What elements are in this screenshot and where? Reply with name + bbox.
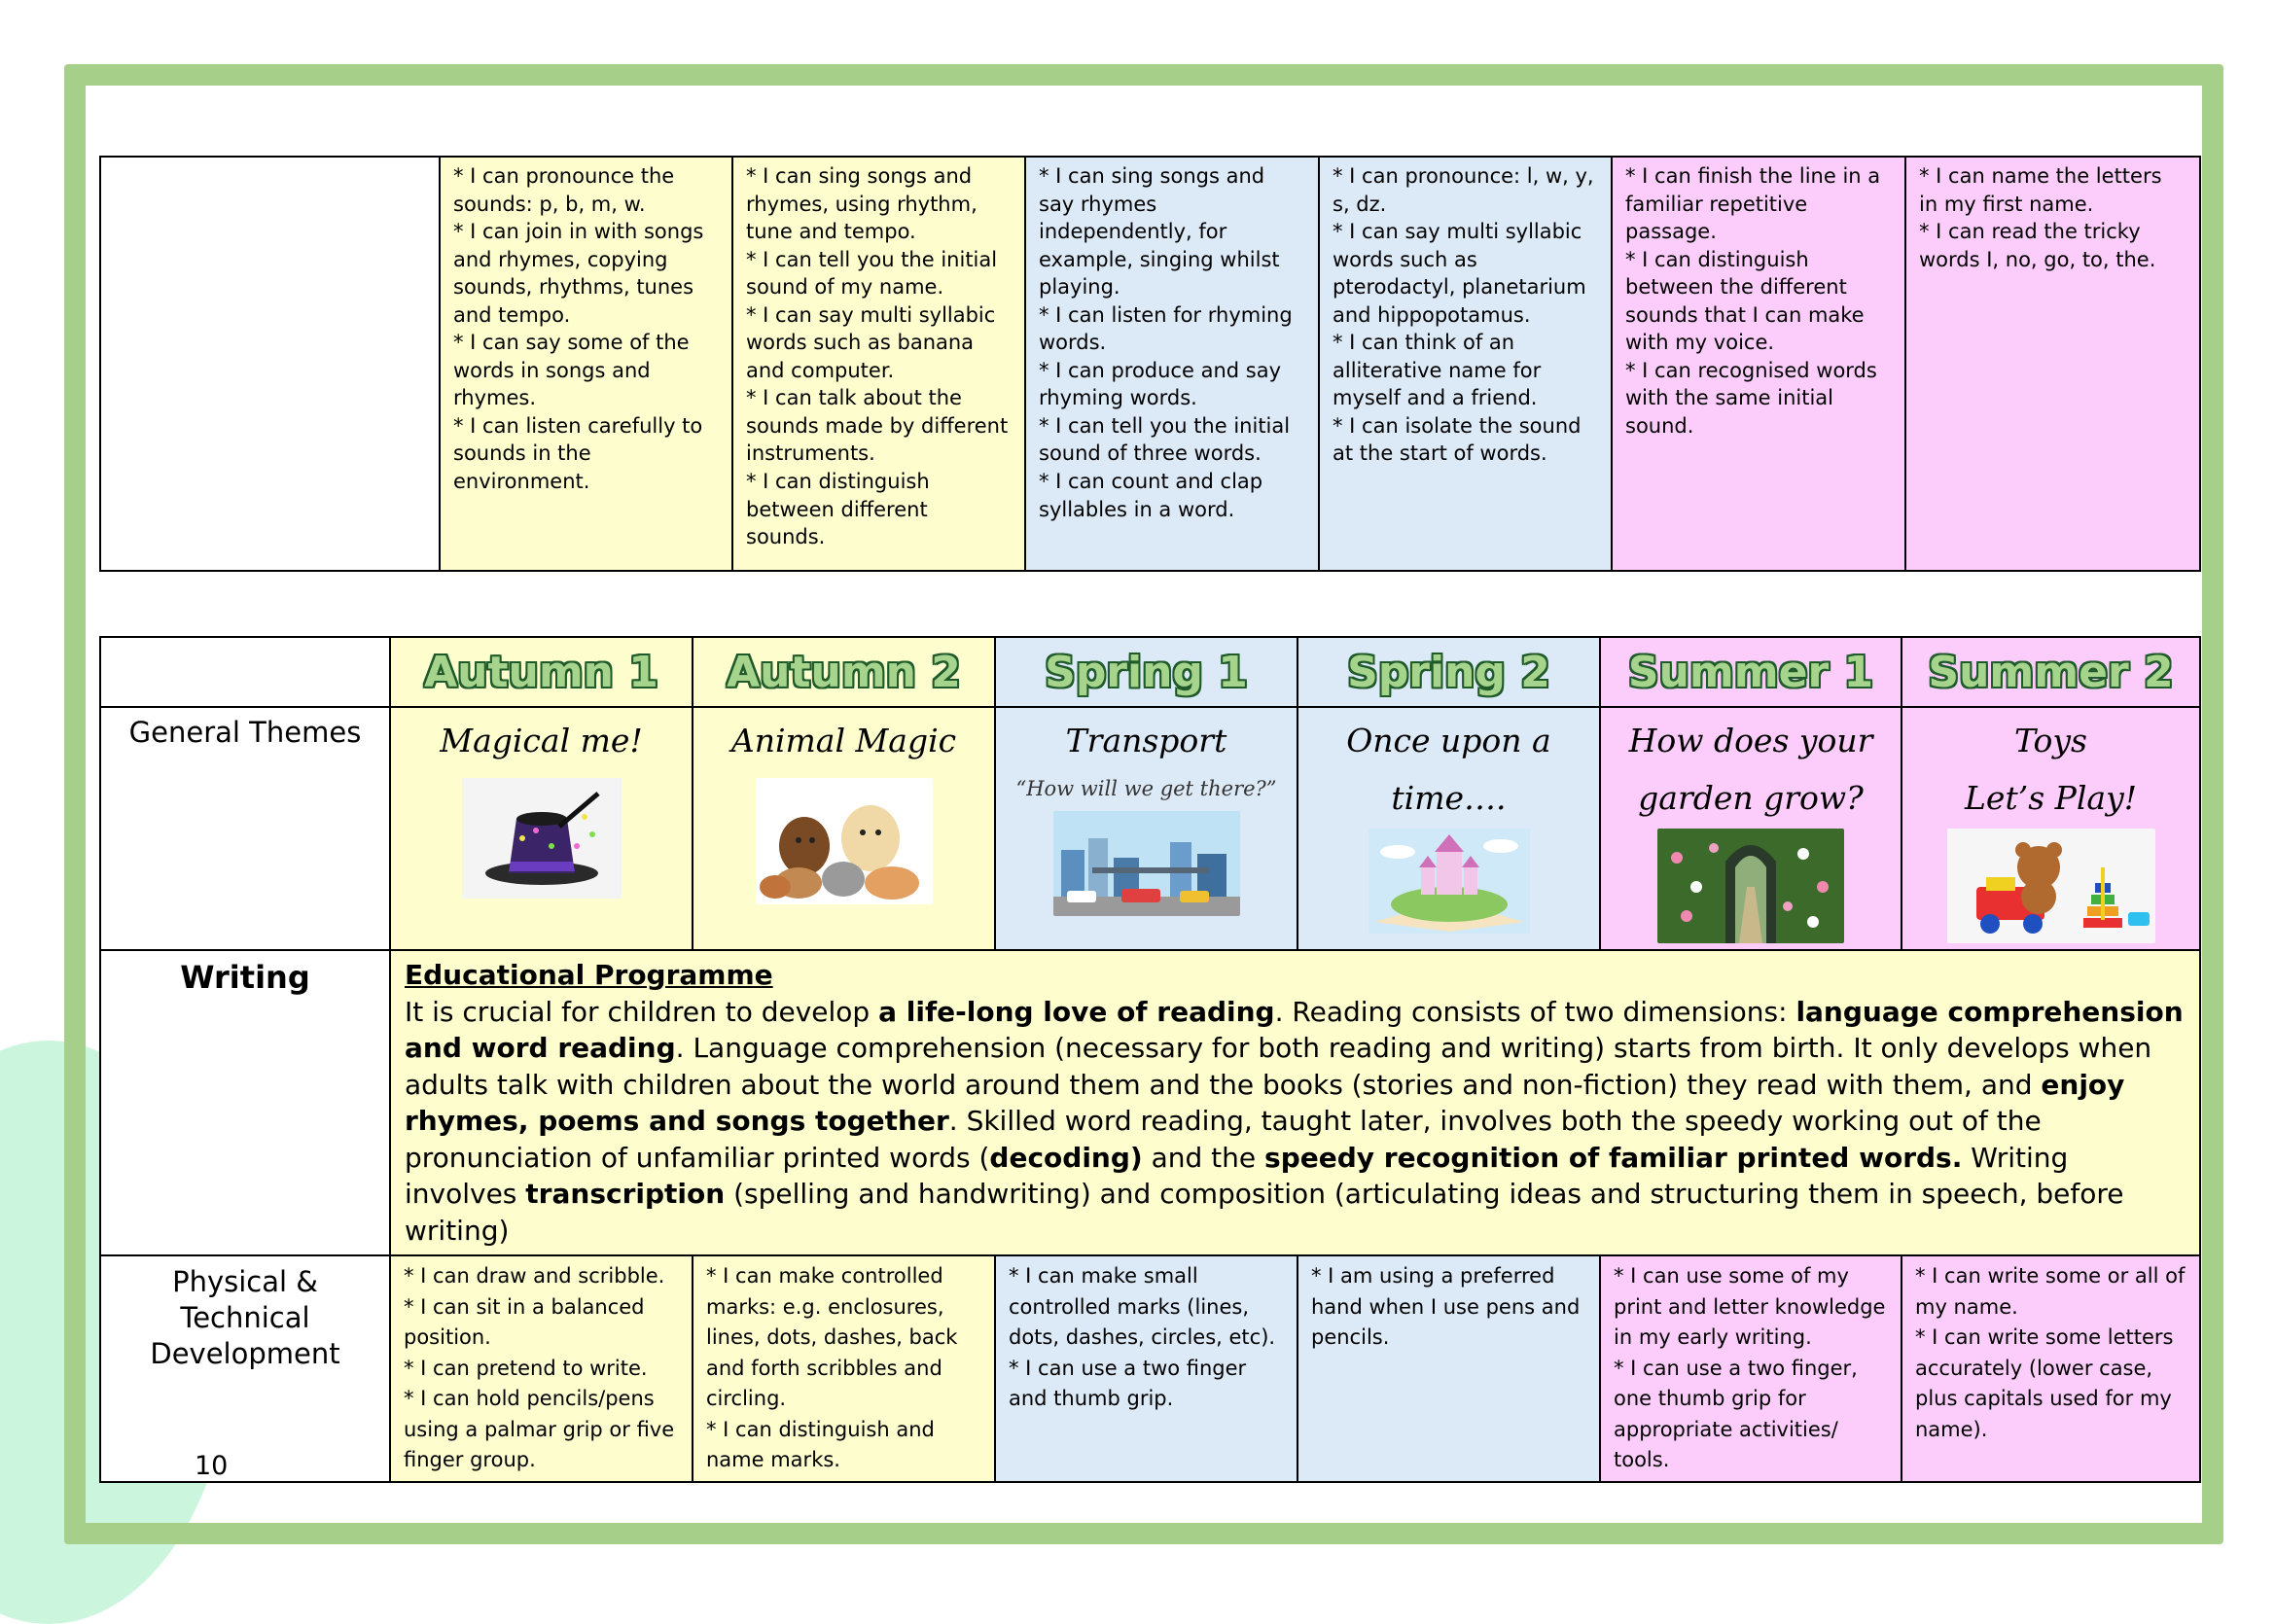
- text-run: and the: [1142, 1141, 1265, 1174]
- page-number: 10: [195, 1451, 229, 1481]
- theme-cell-spring2: [1297, 707, 1600, 950]
- objective-text: * I can draw and scribble. * I can sit in a balanced position. * I can pretend to write. * I can hold pencils/pens using a palmar grip or five finger group.: [404, 1264, 675, 1472]
- text-run: (spelling and handwriting) and composition (articulating ideas and structuring them in speech, before writing): [405, 1178, 2124, 1247]
- educational-programme-text: [405, 994, 2186, 1250]
- objective-text: * I can write some or all of my name. * I can write some letters accurately (lower case, plus capitals used for my name).: [1915, 1264, 2186, 1441]
- theme-title: Animal Magic: [730, 722, 957, 759]
- bold-text-run: speedy recognition of familiar printed words.: [1264, 1141, 1963, 1174]
- text-run: . Language comprehension (necessary for both reading and writing) starts from birth. It only develops when adults talk with children about the world around them and the books (stories and non-fiction) they read with them, and: [405, 1032, 2152, 1101]
- objective-text: * I can make controlled marks: e.g. enclosures, lines, dots, dashes, back and forth scribbles and circling. * I can distinguish and name marks.: [706, 1264, 958, 1472]
- theme-title: Transport: [1065, 722, 1227, 759]
- theme-cell-autumn1: [390, 707, 693, 950]
- physical-cell-summer2: [1902, 1255, 2200, 1482]
- top-cell-autumn2: [732, 157, 1025, 571]
- bold-text-run: transcription: [525, 1178, 726, 1211]
- term-header-summer1: Summer 1: [1600, 637, 1902, 707]
- top-cell-autumn1: [440, 157, 732, 571]
- top-objectives-table: [99, 156, 2201, 572]
- bold-text-run: language comprehension and word reading: [405, 995, 2184, 1065]
- objective-text: * I can sing songs and say rhymes independently, for example, singing whilst playing. * I can listen for rhyming words. * I can produce and say rhyming words. * I can tell you the initial sound of three words. * I can count and clap syllables in a word.: [1039, 164, 1293, 521]
- objective-text: * I can pronounce: l, w, y, s, dz. * I can say multi syllabic words such as pterodactyl, planetarium and hippopotamus. * I can think of an alliterative name for myself and a friend. * I can isolate the sound at the start of words.: [1333, 164, 1594, 466]
- objective-text: * I can name the letters in my first name. * I can read the tricky words I, no, go, to, the.: [1919, 164, 2162, 271]
- theme-cell-spring1: [995, 707, 1297, 950]
- physical-cell-autumn1: [390, 1255, 693, 1482]
- toys-image: [1947, 829, 2155, 943]
- magic-hat-image: [462, 778, 622, 899]
- objective-text: * I can make small controlled marks (lines, dots, dashes, circles, etc). * I can use a two finger and thumb grip.: [1009, 1264, 1276, 1411]
- physical-cell-summer1: [1600, 1255, 1902, 1482]
- theme-cell-summer1: [1600, 707, 1902, 950]
- bold-text-run: a life-long love of reading: [878, 995, 1275, 1028]
- term-header-spring1: Spring 1: [995, 637, 1297, 707]
- text-run: Writing involves: [405, 1141, 2069, 1211]
- terms-row: [100, 637, 2200, 707]
- garden-image: [1657, 829, 1844, 943]
- storybook-castle-image: [1369, 829, 1530, 934]
- writing-row: [100, 950, 2200, 1255]
- top-cell-summer2: [1905, 157, 2200, 571]
- objective-text: * I can finish the line in a familiar repetitive passage. * I can distinguish between the different sounds that I can make with my voice. * I can recognised words with the same initial sound.: [1625, 164, 1881, 438]
- theme-subtitle: “How will we get there?”: [1015, 776, 1277, 800]
- objective-text: * I can pronounce the sounds: p, b, m, w. * I can join in with songs and rhymes, copying sounds, rhythms, tunes and tempo. * I can say some of the words in songs and rhymes. * I can listen carefully to sounds in the environment.: [453, 164, 704, 494]
- top-cell-spring1: [1025, 157, 1319, 571]
- theme-title: Once upon a time….: [1346, 722, 1551, 817]
- top-cell-summer1: [1612, 157, 1905, 571]
- theme-title: Magical me!: [440, 722, 643, 759]
- physical-cell-spring2: [1297, 1255, 1600, 1482]
- city-transport-image: [1053, 811, 1240, 916]
- physical-cell-autumn2: [693, 1255, 995, 1482]
- animals-image: [756, 778, 933, 904]
- themes-row: [100, 707, 2200, 950]
- top-row-header: [100, 157, 440, 571]
- objective-text: * I am using a preferred hand when I use pens and pencils.: [1311, 1264, 1581, 1350]
- general-themes-label: General Themes: [100, 707, 390, 950]
- text-run: . Reading consists of two dimensions:: [1274, 995, 1796, 1028]
- top-cell-spring2: [1319, 157, 1612, 571]
- objective-text: * I can use some of my print and letter knowledge in my early writing. * I can use a two finger, one thumb grip for appropriate activities/ tools.: [1614, 1264, 1886, 1472]
- objective-text: * I can sing songs and rhymes, using rhythm, tune and tempo. * I can tell you the initial sound of my name. * I can say multi syllabic words such as banana and computer. * I can talk about the sounds made by different instruments. * I can distinguish between different sounds.: [746, 164, 1009, 549]
- text-run: It is crucial for children to develop: [405, 995, 879, 1028]
- theme-cell-autumn2: [693, 707, 995, 950]
- educational-programme-heading: Educational Programme: [405, 959, 773, 991]
- term-header-autumn2: Autumn 2: [693, 637, 995, 707]
- curriculum-table: [99, 636, 2201, 1483]
- theme-title: How does your garden grow?: [1628, 722, 1873, 817]
- terms-corner-cell: [100, 637, 390, 707]
- theme-cell-summer2: [1902, 707, 2200, 950]
- physical-row: [100, 1255, 2200, 1482]
- theme-title: Toys Let’s Play!: [1965, 722, 2137, 817]
- text-run: . Skilled word reading, taught later, involves both the speedy working out of the pronunciation of unfamiliar printed words (: [405, 1105, 2042, 1174]
- writing-label: Writing: [100, 950, 390, 1255]
- bold-text-run: decoding): [989, 1141, 1143, 1174]
- term-header-autumn1: Autumn 1: [390, 637, 693, 707]
- bold-text-run: enjoy rhymes, poems and songs together: [405, 1068, 2125, 1138]
- term-header-spring2: Spring 2: [1297, 637, 1600, 707]
- physical-cell-spring1: [995, 1255, 1297, 1482]
- physical-development-label: Physical & Technical Development: [100, 1255, 390, 1482]
- educational-programme: [390, 950, 2200, 1255]
- term-header-summer2: Summer 2: [1902, 637, 2200, 707]
